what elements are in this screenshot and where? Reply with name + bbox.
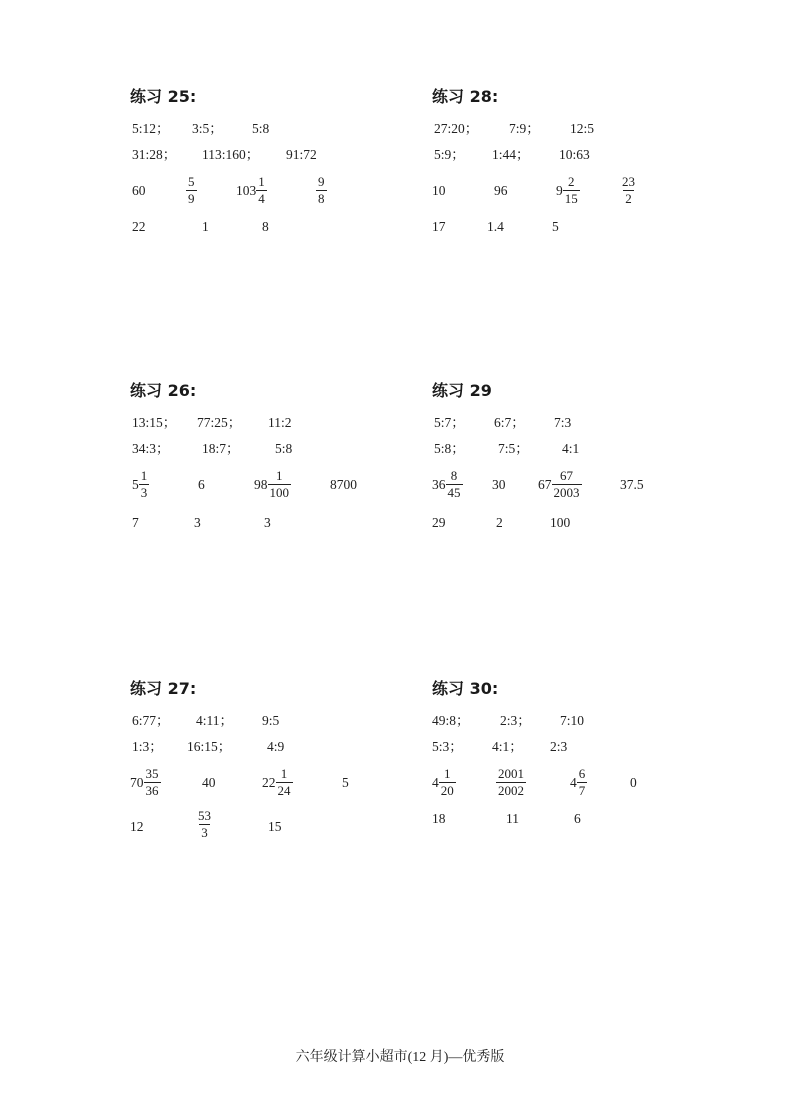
exercise-title: 练习 25: <box>130 87 197 106</box>
exercise-title: 练习 30: <box>432 679 499 698</box>
answer: 77:25； <box>197 415 242 430</box>
numerator: 5 <box>188 174 195 189</box>
answer: 40 <box>202 775 216 790</box>
answer: 100 <box>550 515 571 530</box>
denominator: 2003 <box>553 485 580 500</box>
fraction <box>446 468 463 501</box>
numerator: 9 <box>318 174 325 189</box>
answer: 5:8 <box>275 441 293 456</box>
denominator: 20 <box>440 783 454 798</box>
fraction <box>196 808 213 841</box>
denominator: 100 <box>269 485 289 500</box>
answer: 2:3； <box>500 713 531 728</box>
whole-part: 4 <box>570 774 577 790</box>
answer: 30 <box>492 477 506 492</box>
fraction <box>620 174 637 207</box>
numerator: 1 <box>444 766 451 781</box>
fraction <box>496 766 526 799</box>
mixed-number <box>570 766 587 799</box>
answer: 15 <box>268 819 282 834</box>
answer: 10 <box>432 183 446 198</box>
denominator: 24 <box>277 783 291 798</box>
denominator: 2 <box>625 191 632 206</box>
page-footer: 六年级计算小超市(12 月)—优秀版 <box>295 1050 505 1065</box>
fraction <box>276 766 293 799</box>
mixed-number <box>538 468 582 501</box>
fraction <box>316 174 327 207</box>
mixed-number <box>556 174 580 207</box>
fraction <box>439 766 456 799</box>
answer: 10:63 <box>559 147 590 162</box>
answer: 5 <box>342 775 349 790</box>
denominator: 36 <box>145 783 159 798</box>
whole-part: 67 <box>538 476 552 492</box>
answer: 6:7； <box>494 415 525 430</box>
answer: 13:15； <box>132 415 177 430</box>
exercise-title: 练习 26: <box>130 381 197 400</box>
answer: 1 <box>202 219 209 234</box>
numerator: 1 <box>280 766 288 781</box>
answer: 18:7； <box>202 441 240 456</box>
answer: 2 <box>496 515 503 530</box>
exercise-title: 练习 27: <box>130 679 197 698</box>
answer: 1.4 <box>487 219 504 234</box>
mixed-number <box>236 174 267 207</box>
answer: 5:3； <box>432 739 463 754</box>
answer: 2:3 <box>550 739 568 754</box>
answer: 4:11； <box>196 713 233 728</box>
fraction <box>186 174 197 207</box>
numerator: 53 <box>198 808 211 823</box>
answer: 16:15； <box>187 739 232 754</box>
denominator: 9 <box>188 191 195 206</box>
answer: 11:2 <box>268 415 292 430</box>
whole-part: 4 <box>432 774 439 790</box>
whole-part: 98 <box>254 476 268 492</box>
answer: 5:9； <box>434 147 465 162</box>
exercise-title: 练习 28: <box>432 87 499 106</box>
denominator: 45 <box>447 485 461 500</box>
answer: 4:1 <box>562 441 580 456</box>
answer: 12:5 <box>570 121 595 136</box>
whole-part: 5 <box>132 476 139 492</box>
fraction <box>563 174 580 207</box>
fraction <box>144 766 161 799</box>
numerator: 8 <box>450 468 458 483</box>
answer: 3:5； <box>192 121 223 136</box>
numerator: 1 <box>258 174 265 189</box>
answer: 17 <box>432 219 446 234</box>
numerator: 6 <box>578 766 586 781</box>
whole-part: 9 <box>556 182 563 198</box>
numerator: 35 <box>145 766 159 781</box>
answer: 5 <box>552 219 559 234</box>
fraction <box>256 174 267 207</box>
fraction <box>268 468 292 501</box>
answer: 5:12； <box>132 121 170 136</box>
numerator: 2 <box>568 174 575 189</box>
fraction <box>552 468 582 501</box>
answer: 5:7； <box>434 415 465 430</box>
numerator: 67 <box>560 468 573 483</box>
numerator: 1 <box>140 468 148 483</box>
numerator: 23 <box>622 174 635 189</box>
mixed-number <box>262 766 293 799</box>
answer: 1:44； <box>492 147 530 162</box>
whole-part: 103 <box>236 182 257 198</box>
answer: 3 <box>194 515 201 530</box>
answer: 7:10 <box>560 713 585 728</box>
denominator: 3 <box>140 485 148 500</box>
answer: 6:77； <box>132 713 170 728</box>
mixed-number <box>130 766 161 799</box>
answer: 8700 <box>330 477 357 492</box>
answer: 7 <box>132 515 139 530</box>
answer: 12 <box>130 819 144 834</box>
whole-part: 70 <box>130 774 144 790</box>
answer: 91:72 <box>286 147 317 162</box>
answer: 29 <box>432 515 446 530</box>
answer: 22 <box>132 219 146 234</box>
answer: 60 <box>132 183 146 198</box>
answer: 0 <box>630 775 637 790</box>
answer: 7:3 <box>554 415 572 430</box>
mixed-number <box>432 468 463 501</box>
answer: 1:3； <box>132 739 163 754</box>
whole-part: 22 <box>262 774 276 790</box>
denominator: 4 <box>258 191 265 206</box>
fraction <box>139 468 150 501</box>
answer: 27:20； <box>434 121 479 136</box>
answer: 5:8 <box>252 121 270 136</box>
denominator: 8 <box>318 191 325 206</box>
answer: 4:1； <box>492 739 523 754</box>
answer: 3 <box>264 515 271 530</box>
whole-part: 36 <box>432 476 446 492</box>
denominator: 15 <box>564 191 578 206</box>
answer: 7:5； <box>498 441 529 456</box>
denominator: 7 <box>578 783 586 798</box>
answer: 7:9； <box>509 121 540 136</box>
answer: 5:8； <box>434 441 465 456</box>
answer: 113:160； <box>202 147 260 162</box>
answer: 34:3； <box>132 441 170 456</box>
mixed-number <box>254 468 291 501</box>
answer: 8 <box>262 219 269 234</box>
answer: 9:5 <box>262 713 280 728</box>
denominator: 3 <box>201 825 208 840</box>
exercise-title: 练习 29 <box>432 381 492 400</box>
fraction <box>577 766 588 799</box>
mixed-number <box>132 468 149 501</box>
mixed-number <box>432 766 456 799</box>
answer: 6 <box>198 477 205 492</box>
answer: 96 <box>494 183 508 198</box>
denominator: 2002 <box>498 783 524 798</box>
numerator: 2001 <box>498 766 524 781</box>
answer: 11 <box>506 811 519 826</box>
answer: 31:28； <box>132 147 177 162</box>
numerator: 1 <box>276 468 283 483</box>
answer: 49:8； <box>432 713 470 728</box>
answer: 4:9 <box>267 739 285 754</box>
answer: 18 <box>432 811 446 826</box>
answer: 37.5 <box>620 477 644 492</box>
answer: 6 <box>574 811 581 826</box>
